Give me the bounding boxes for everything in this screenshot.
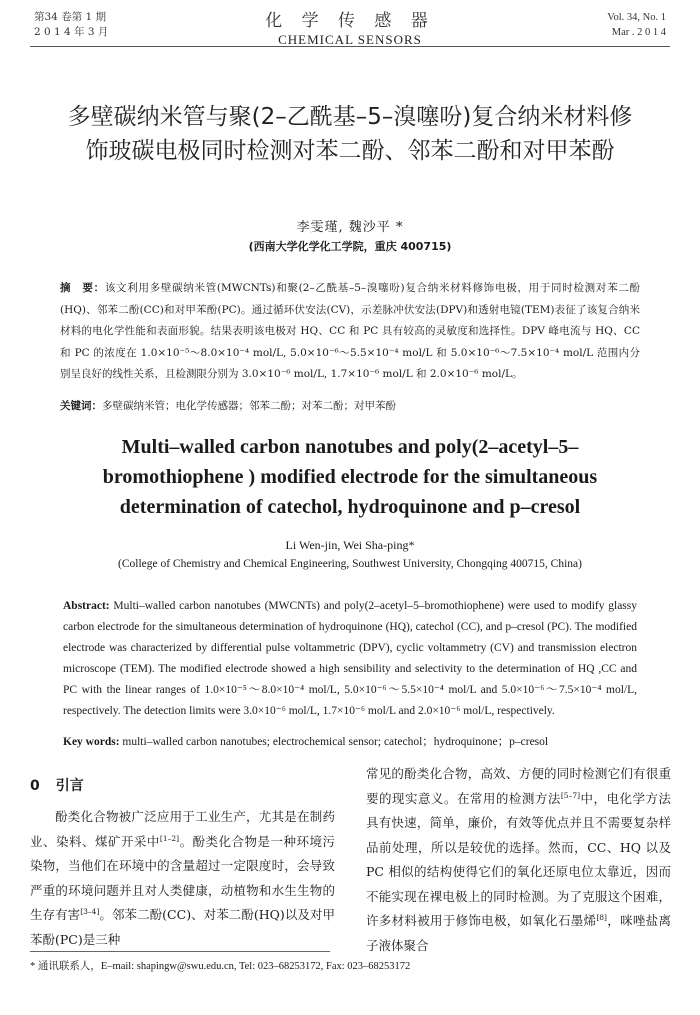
volume-issue-en: Vol. 34, No. 1: [607, 12, 666, 23]
abstract-text-cn: 该文利用多壁碳纳米管(MWCNTs)和聚(2–乙酰基–5–溴噻吩)复合纳米材料修饰电极，用于同时检测对苯二酚(HQ)、邻苯二酚(CC)和对甲苯酚(PC)。通过循环伏安法(CV)，示差脉冲伏安法(DPV)和透射电镜(TEM)表征了该复合纳米材料的电化学性能和表面形貌。结果表明该电极对 HQ、CC 和 PC 具有较高的灵敏度和选择性。DPV 峰电流与 HQ、CC 和 PC 的浓度在 1.0×10⁻⁵～8.0×10⁻⁴ mol/L, 5.0×10⁻⁶～5.5×10⁻⁴ mol/L 和 5.0×10⁻⁶～7.5×10⁻⁴ mol/L 范围内分别呈良好的线性关系，且检测限分别为 3.0×10⁻⁶ mol/L, 1.7×10⁻⁶ mol/L 和 2.0×10⁻⁶ mol/L。: [60, 282, 641, 380]
date-en: Mar . 2 0 1 4: [611, 27, 666, 38]
journal-name-cn: 化 学 传 感 器: [265, 11, 435, 31]
section-heading-introduction: [30, 775, 84, 795]
body-text: 酚类化合物被广泛应用于工业生产，尤其是在制药业、染料、煤矿开采中: [30, 809, 335, 849]
keywords-cn: [60, 396, 640, 416]
abstract-label-cn: 摘 要：: [60, 282, 105, 294]
section-title: 引言: [55, 778, 84, 794]
keywords-en: [63, 732, 637, 752]
body-column-right: [366, 762, 671, 958]
paper-title-cn: 多壁碳纳米管与聚(2–乙酰基–5–溴噻吩)复合纳米材料修饰玻碳电极同时检测对苯二酚、邻苯二酚和对甲苯酚: [67, 104, 633, 164]
keywords-text-en: multi–walled carbon nanotubes; electrochemical sensor; catechol；hydroquinone；p–cresol: [122, 736, 549, 748]
body-column-left: [30, 805, 335, 952]
authors-en: Li Wen-jin, Wei Sha-ping*: [285, 538, 415, 552]
abstract-cn: [60, 278, 640, 386]
keywords-text-cn: 多壁碳纳米管；电化学传感器；邻苯二酚；对苯二酚；对甲苯酚: [102, 400, 396, 412]
abstract-en: [63, 596, 637, 722]
abstract-label-en: Abstract:: [63, 600, 110, 612]
abstract-text-en: Multi–walled carbon nanotubes (MWCNTs) and poly(2–acetyl–5–bromothiophene) were used to modify glassy carbon electrode for the simultaneous determination of hydroquinone (HQ), catechol (CC), and p–cresol (PC). The modified electrode was characterized by differential pulse voltammetric (DPV), cyclic voltammetry (CV) and transmission electron microscope (TEM). The modified electrode showed a high sensibility and selectivity to the determination of HQ ,CC and PC with the linear ranges of 1.0×10⁻⁵～8.0×10⁻⁴ mol/L, 5.0×10⁻⁶～5.5×10⁻⁴ mol/L and 5.0×10⁻⁶～7.5×10⁻⁴ mol/L, respectively. The detection limits were 3.0×10⁻⁶ mol/L, 1.7×10⁻⁶ mol/L and 2.0×10⁻⁶ mol/L, respectively.: [63, 600, 638, 717]
footnote-divider: [30, 951, 330, 952]
citation: [1–2]: [159, 833, 180, 843]
header-divider: [30, 46, 670, 47]
volume-issue-cn: 第34 卷第 1 期: [34, 11, 107, 23]
paper-title-en: Multi–walled carbon nanotubes and poly(2–acetyl–5–bromothiophene ) modified electrode for the simultaneous determination of catechol, hydroquinone and p–cresol: [102, 436, 598, 518]
affiliation-en: (College of Chemistry and Chemical Engineering, Southwest University, Chongqing 400715, China): [118, 558, 582, 570]
body-text: 中，电化学方法具有快速，简单，廉价，有效等优点并且不需要复杂样品前处理，所以是较优的选择。然而，CC、HQ 以及 PC 相似的结构使得它们的氧化还原电位太靠近，因而不能实现在裸电极上的同时检测。为了克服这个困难，许多材料被用于修饰电极，如氧化石墨烯: [366, 790, 671, 928]
date-cn: 2 0 1 4 年 3 月: [34, 26, 109, 38]
citation: [5–7]: [560, 790, 581, 800]
citation: [3–4]: [80, 906, 100, 916]
running-header-right: [607, 10, 666, 40]
keywords-label-cn: 关键词：: [60, 400, 102, 412]
citation: [8]: [596, 912, 607, 922]
keywords-label-en: Key words:: [63, 736, 120, 748]
body-text: 常见的酚类化合物，高效、方便的同时检测它们有很重要的现实意义。在常用的检测方法: [366, 766, 671, 806]
authors-cn: 李雯瑾, 魏沙平 *: [296, 220, 404, 235]
journal-masthead: [0, 6, 700, 48]
affiliation-cn: (西南大学化学化工学院，重庆 400715): [248, 240, 452, 253]
body-text: 。酚类化合物是一种环境污染物，当他们在环境中的含量超过一定限度时，会导致严重的环境问题并且对人类健康，动植物和水生生物的生存有害: [30, 833, 335, 922]
journal-name-en: CHEMICAL SENSORS: [278, 32, 422, 47]
section-number: 0: [30, 778, 40, 794]
corresponding-author-footnote: * 通讯联系人，E–mail: shapingw@swu.edu.cn, Tel: 023–68253172, Fax: 023–68253172: [30, 961, 411, 972]
body-text: ，咪唑盐离子液体聚合: [366, 913, 671, 953]
body-text: 。邻苯二酚(CC)、对苯二酚(HQ)以及对甲苯酚(PC)是三种: [30, 907, 335, 947]
